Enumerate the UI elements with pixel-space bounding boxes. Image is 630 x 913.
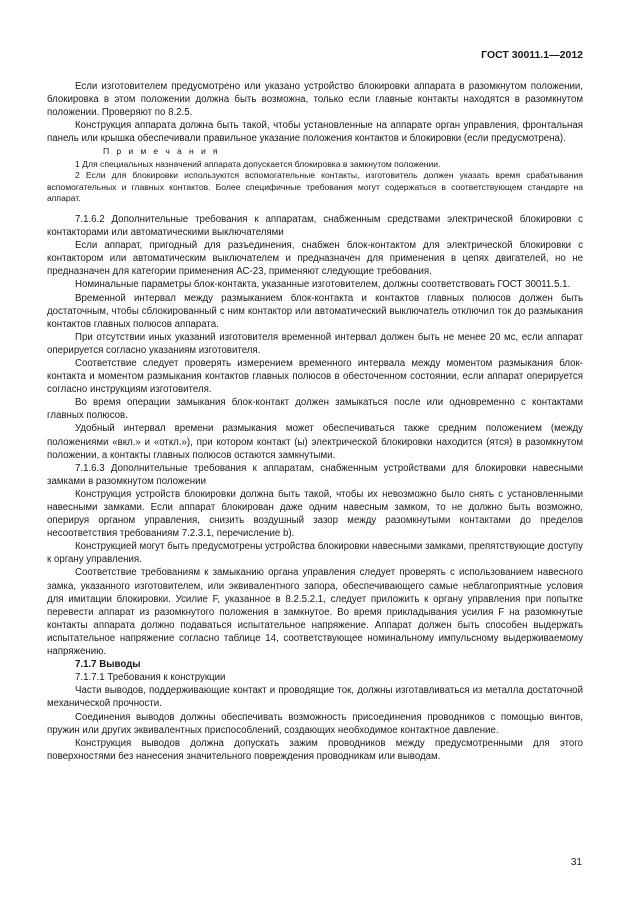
paragraph: Соответствие требованиям к замыканию органа управления следует проверять с использованием навесного замка, указанного изготовителем, или эквивалентного запора, обеспечивающего самые неблагоприятные условия для имитации блокировки. Усилие F, указанное в 8.2.5.2.1, следует приложить к органу управления при попытке перевести аппарат из разомкнутого положения в замкнутое. Во время прикладывания усилия F на разомкнутые контакты аппарата должно подаваться испытательное напряжение. Аппарат должен быть способен выдержать испытательное напряжение согласно таблице 14, соответствующее номинальному импульсному выдерживаемому напряжению. <box>47 567 583 658</box>
section-heading: 7.1.7 Выводы <box>75 659 141 671</box>
paragraph: Конструкция устройств блокировки должна быть такой, чтобы их невозможно было снять с установленными навесными замками. Если аппарат блокирован даже одним навесным замком, то не должно быть возможно, оперируя органом управления, снизить воздушный зазор между разомкнутыми контактами до пределов несоответствия требованиям 7.2.3.1, перечисление b). <box>47 488 583 540</box>
standard-designation: ГОСТ 30011.1—2012 <box>481 49 583 61</box>
note-item: 1 Для специальных назначений аппарата допускается блокировка в замкнутом положении. <box>75 158 441 169</box>
paragraph: Во время операции замыкания блок-контакт должен замыкаться после или одновременно с контактами главных полюсов. <box>47 397 583 422</box>
paragraph: Конструкцией могут быть предусмотрены устройства блокировки навесными замками, препятствующие доступу к органу управления. <box>47 541 583 566</box>
paragraph: Соответствие следует проверять измерением временного интервала между моментом размыкания блок-контакта и моментом размыкания контактов главных полюсов в обесточенном состоянии, если аппарат оперируется согласно инструкциям изготовителя. <box>47 357 583 396</box>
paragraph: Соединения выводов должны обеспечивать возможность присоединения проводников с помощью винтов, пружин или других эквивалентных приспособлений, создающих необходимое контактное давление. <box>47 711 583 736</box>
note-item: 2 Если для блокировки используются вспомогательные контакты, изготовитель должен указать время срабатывания вспомогательных и главных контактов. Более специфичные требования могут содержаться в соответствующем стандарте на аппарат. <box>47 170 583 204</box>
paragraph: Конструкция аппарата должна быть такой, чтобы установленные на аппарате орган управления, фронтальная панель или крышка обеспечивали правильное указание положения контактов и блокировки (если предусмотрена). <box>47 120 583 145</box>
paragraph: Номинальные параметры блок-контакта, указанные изготовителем, должны соответствовать ГОСТ 30011.5.1. <box>75 279 571 291</box>
paragraph: Если аппарат, пригодный для разъединения, снабжен блок-контактом для электрической блокировки с контактором или автоматическим выключателем и предназначен для применения в цепях двигателей, но не предназначен для категории применения АС-23, применяют следующие требования. <box>47 240 583 278</box>
paragraph: При отсутствии иных указаний изготовителя временной интервал должен быть не менее 20 мс, если аппарат оперируется согласно указаниям изготовителя. <box>47 331 583 356</box>
notes-title: П р и м е ч а н и я <box>103 146 220 157</box>
page-number: 31 <box>570 857 582 868</box>
paragraph: Части выводов, поддерживающие контакт и проводящие ток, должны изготавливаться из металла достаточной механической прочности. <box>47 685 583 710</box>
document-body <box>47 80 583 763</box>
paragraph: Временной интервал между размыканием блок-контакта и контактов главных полюсов должен быть достаточным, чтобы сблокированный с ним контактор или автоматический выключатель отключил ток до размыкания контактов главных полюсов аппарата. <box>47 292 583 330</box>
paragraph: Удобный интервал времени размыкания может обеспечиваться также средним положением (между положениями «вкл.» и «откл.»), при котором контакт (ы) электрической блокировки находится (ятся) в разомкнутом положении, а контакты главных полюсов остаются замкнутыми. <box>47 423 583 461</box>
clause-heading: 7.1.6.3 Дополнительные требования к аппаратам, снабженным устройствами для блокировки навесными замками в разомкнутом положении <box>47 462 583 487</box>
clause-heading: 7.1.6.2 Дополнительные требования к аппаратам, снабженным средствами электрической блокировки с контакторами или автоматическими выключателями <box>47 213 583 239</box>
paragraph: Если изготовителем предусмотрено или указано устройство блокировки аппарата в разомкнутом положении, блокировка в этом положении должна быть возможна, только если главные контакты находятся в разомкнутом положении. Проверяют по 8.2.5. <box>47 81 583 119</box>
clause-heading: 7.1.7.1 Требования к конструкции <box>75 672 226 684</box>
paragraph: Конструкция выводов должна допускать зажим проводников между предусмотренными для этого поверхностями без нанесения значительного повреждения проводникам или выводам. <box>47 737 583 762</box>
notes-block <box>47 145 583 204</box>
